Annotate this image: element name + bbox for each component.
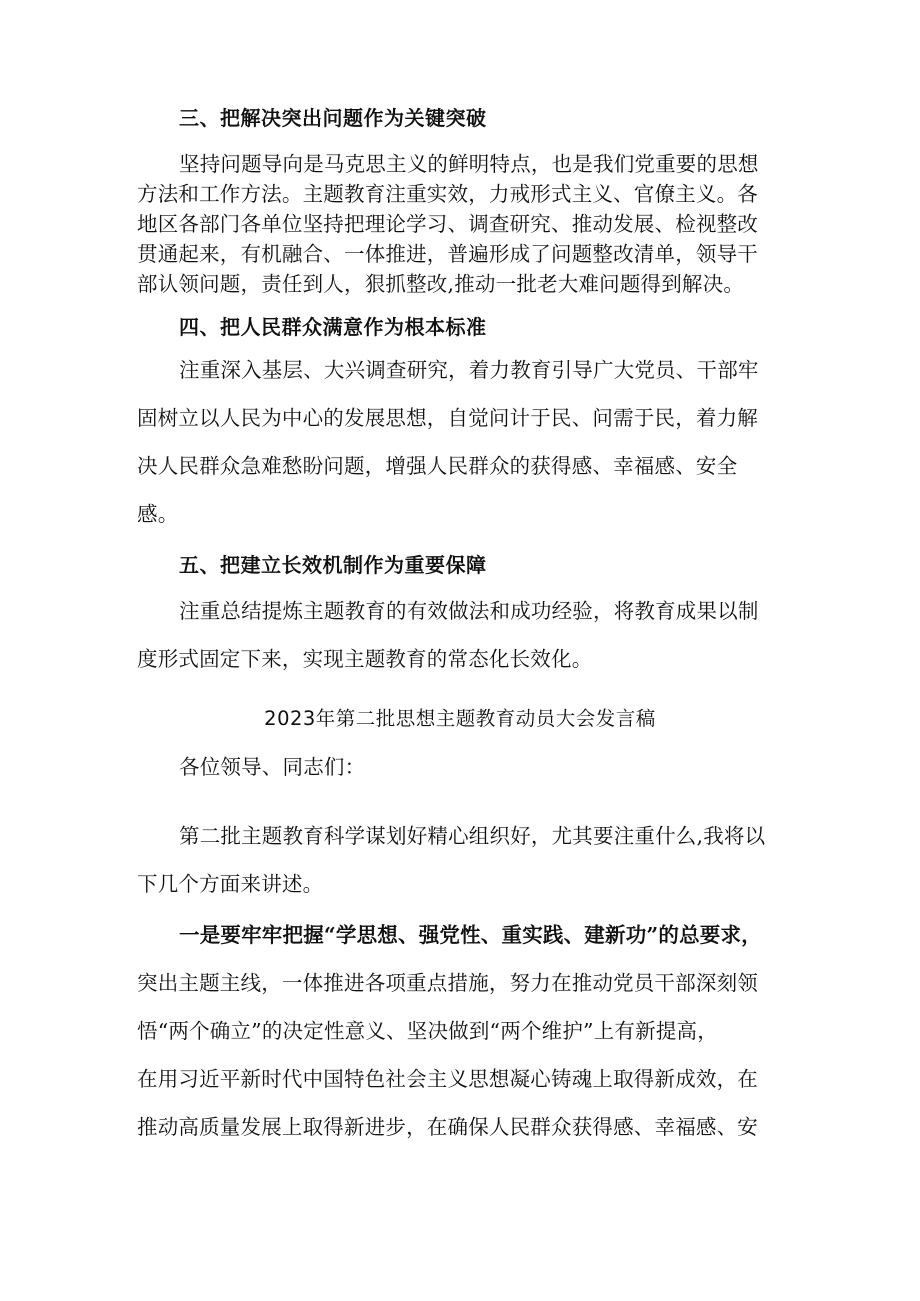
point-one-paragraph	[137, 911, 787, 1151]
paragraph-line: 在用习近平新时代中国特色社会主义思想凝心铸魂上取得新成效，在	[137, 1067, 758, 1091]
paragraph-line: 部认领问题，责任到人，狠抓整改,推动一批老大难问题得到解决。	[137, 272, 745, 296]
paragraph-line: 度形式固定下来，实现主题教育的常态化长效化。	[137, 647, 593, 671]
section-4-paragraph	[137, 346, 787, 538]
section-heading-text: 三、把解决突出问题作为关键突破	[179, 106, 487, 130]
paragraph-line: 突出主题主线，一体推进各项重点措施，努力在推动党员干部深刻领	[137, 971, 758, 995]
paragraph-line: 注重深入基层、大兴调查研究，着力教育引导广大党员、干部牢	[179, 358, 759, 382]
section-heading-text: 四、把人民群众满意作为根本标准	[179, 315, 487, 339]
paragraph-line: 感。	[137, 502, 179, 526]
paragraph-line: 地区各部门各单位坚持把理论学习、调查研究、推动发展、检视整改	[137, 212, 758, 236]
paragraph-line: 决人民群众急难愁盼问题，增强人民群众的获得感、幸福感、安全	[137, 454, 738, 478]
section-3-paragraph	[137, 149, 787, 299]
point-one-lead: 一是要牢牢把握“学思想、强党性、重实践、建新功”的总要求，	[179, 923, 762, 947]
section-4-heading	[137, 311, 787, 340]
paragraph-line: 注重总结提炼主题教育的有效做法和成功经验，将教育成果以制	[179, 599, 759, 623]
paragraph-line: 第二批主题教育科学谋划好精心组织好，尤其要注重什么,我将以	[179, 824, 766, 848]
section-3-heading	[137, 102, 787, 131]
paragraph-line: 坚持问题导向是马克思主义的鲜明特点，也是我们党重要的思想	[179, 152, 759, 176]
paragraph-line: 悟“两个确立”的决定性意义、坚决做到“两个维护”上有新提高，	[137, 1019, 718, 1043]
paragraph-line: 下几个方面来讲述。	[137, 872, 324, 896]
section-5-heading	[137, 549, 787, 578]
section-5-paragraph	[137, 587, 787, 683]
speech-intro	[137, 812, 787, 908]
greeting-line: 各位领导、同志们：	[179, 755, 366, 779]
paragraph-line: 贯通起来，有机融合、一体推进，普遍形成了问题整改清单，领导干	[137, 242, 758, 266]
section-heading-text: 五、把建立长效机制作为重要保障	[179, 553, 487, 577]
paragraph-line: 方法和工作方法。主题教育注重实效，力戒形式主义、官僚主义。各	[137, 182, 758, 206]
speech-greeting	[137, 743, 787, 791]
paragraph-line: 推动高质量发展上取得新进步，在确保人民群众获得感、幸福感、安	[137, 1115, 758, 1139]
speech-title: 2023年第二批思想主题教育动员大会发言稿	[264, 707, 656, 730]
paragraph-line: 固树立以人民为中心的发展思想，自觉问计于民、问需于民，着力解	[137, 406, 758, 430]
